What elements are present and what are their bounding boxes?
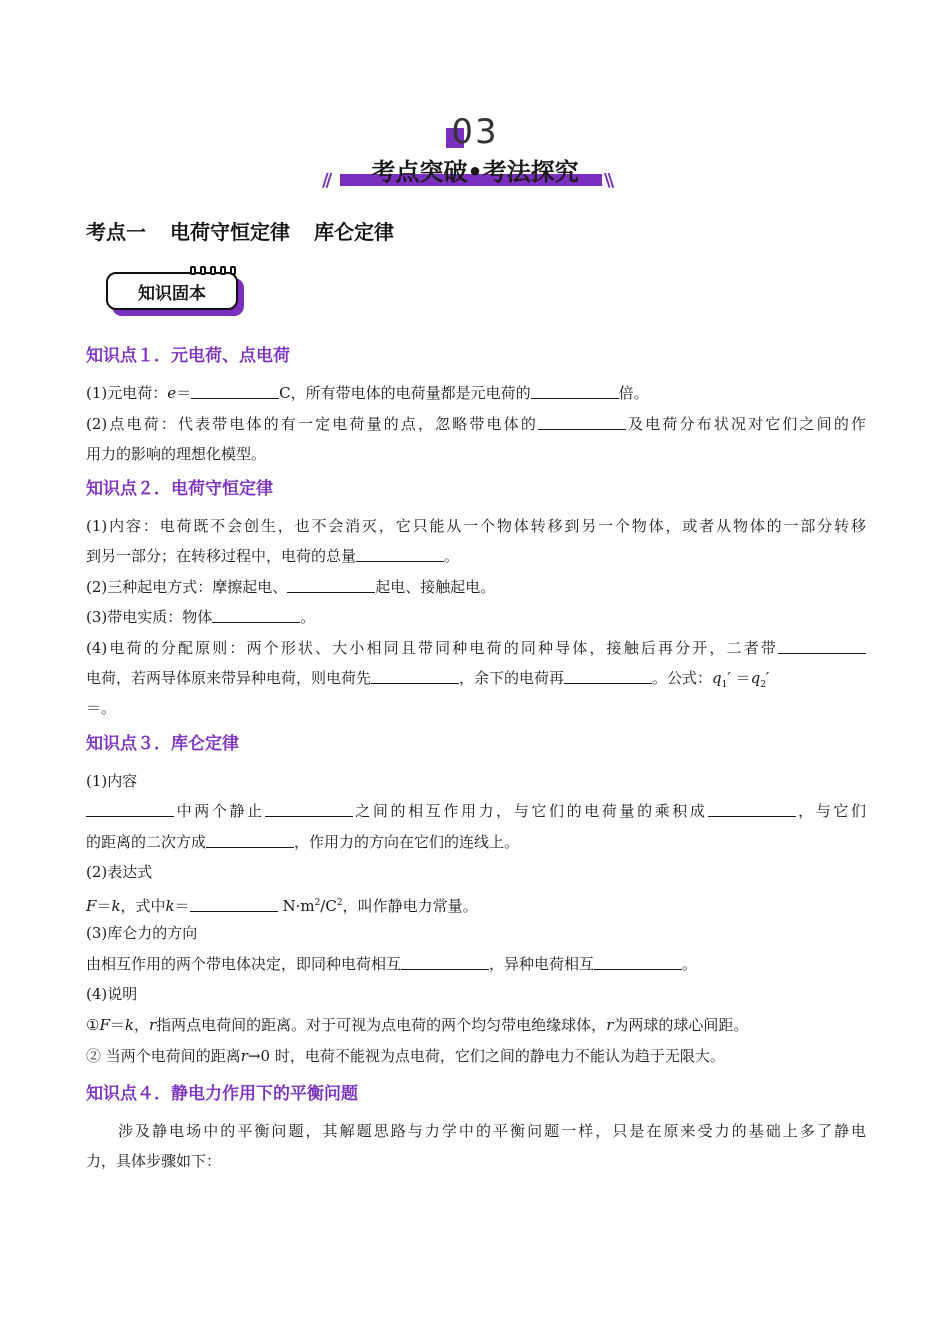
- kp2-line-3: (2)三种起电方式：摩擦起电、 起电、接触起电。: [86, 578, 496, 596]
- kp3-title: 知识点３．库仑定律: [86, 734, 239, 754]
- fill-blank[interactable]: [594, 955, 682, 970]
- fill-blank[interactable]: [191, 384, 279, 399]
- kp4-line-2: 力，具体步骤如下：: [86, 1152, 222, 1170]
- kp3-line-5: F＝k，式中$k= N\cdot m^2/C^2$，叫作静电力常量。: [86, 897, 478, 915]
- fill-blank[interactable]: [778, 639, 866, 654]
- kp1-title: 知识点１．元电荷、点电荷: [86, 346, 290, 366]
- fill-blank[interactable]: [538, 415, 626, 430]
- banner-title: 考点突破•考法探究: [371, 158, 579, 186]
- fill-blank[interactable]: [708, 802, 796, 817]
- fill-blank[interactable]: [206, 833, 294, 848]
- fill-blank[interactable]: [564, 669, 652, 684]
- fill-blank[interactable]: [86, 802, 174, 817]
- banner-slash-right: \\: [604, 170, 612, 191]
- kp3-line-6: (3)库仑力的方向: [86, 924, 198, 942]
- kp3-line-7: 由相互作用的两个带电体决定，即同种电荷相互 ，异种电荷相互 。: [86, 955, 698, 973]
- fill-blank[interactable]: [371, 669, 459, 684]
- kp3-line-10: ② 当两个电荷间的距离r→0 时，电荷不能视为点电荷，它们之间的静电力不能认为趋于无限大。: [86, 1047, 725, 1065]
- kp1-line-3: 用力的影响的理想化模型。: [86, 445, 267, 463]
- fill-blank[interactable]: [531, 384, 619, 399]
- kp2-line-2: 到另一部分；在转移过程中，电荷的总量 。: [86, 547, 460, 565]
- kp4-line-1: 涉及静电场中的平衡问题，其解题思路与力学中的平衡问题一样，只是在原来受力的基础上多了静电: [118, 1122, 866, 1140]
- fill-blank[interactable]: [190, 897, 278, 912]
- kp2-line-1: (1)内容：电荷既不会创生，也不会消灭，它只能从一个物体转移到另一个物体，或者从物体的一部分转移: [86, 517, 866, 535]
- kp3-line-8: (4)说明: [86, 985, 138, 1003]
- kp2-title: 知识点２．电荷守恒定律: [86, 479, 273, 499]
- fill-blank[interactable]: [212, 608, 300, 623]
- kp3-line-1: (1)内容: [86, 772, 138, 790]
- kp1-line-1: (1)元电荷：e＝ C，所有带电体的电荷量都是元电荷的 倍。: [86, 384, 649, 402]
- knowledge-badge: 知识固本: [106, 272, 238, 314]
- header-number: 03: [451, 112, 499, 152]
- kp4-title: 知识点４．静电力作用下的平衡问题: [86, 1084, 358, 1104]
- fill-blank[interactable]: [356, 547, 444, 562]
- kp3-line-3: 的距离的二次方成 ，作用力的方向在它们的连线上。: [86, 833, 520, 851]
- kp3-line-4: (2)表达式: [86, 863, 153, 881]
- fill-blank[interactable]: [287, 578, 375, 593]
- kp3-line-2: 中两个静止 之间的相互作用力，与它们的电荷量的乘积成 ，与它们: [86, 801, 866, 821]
- fill-blank[interactable]: [265, 802, 353, 817]
- kp1-line-2: (2)点电荷：代表带电体的有一定电荷量的点，忽略带电体的 及电荷分布状况对它们之间的作: [86, 415, 866, 433]
- kp2-line-5: (4)电荷的分配原则：两个形状、大小相同且带同种电荷的同种导体，接触后再分开，二者带: [86, 638, 866, 658]
- kp2-line-6: 电荷，若两导体原来带异种电荷，则电荷先 ，余下的电荷再 。公式：$q_1' =q_2'$: [86, 669, 770, 690]
- kp3-line-9: ①F＝k，r指两点电荷间的距离。对于可视为点电荷的两个均匀带电绝缘球体，r为两球的球心间距。: [86, 1016, 749, 1034]
- fill-blank[interactable]: [401, 955, 489, 970]
- kp2-line-4: (3)带电实质：物体 。: [86, 608, 316, 626]
- section-title: 考点一 电荷守恒定律 库仑定律: [86, 220, 394, 244]
- kp2-line-7: ＝。: [86, 699, 117, 717]
- banner-slash-left: //: [322, 170, 330, 191]
